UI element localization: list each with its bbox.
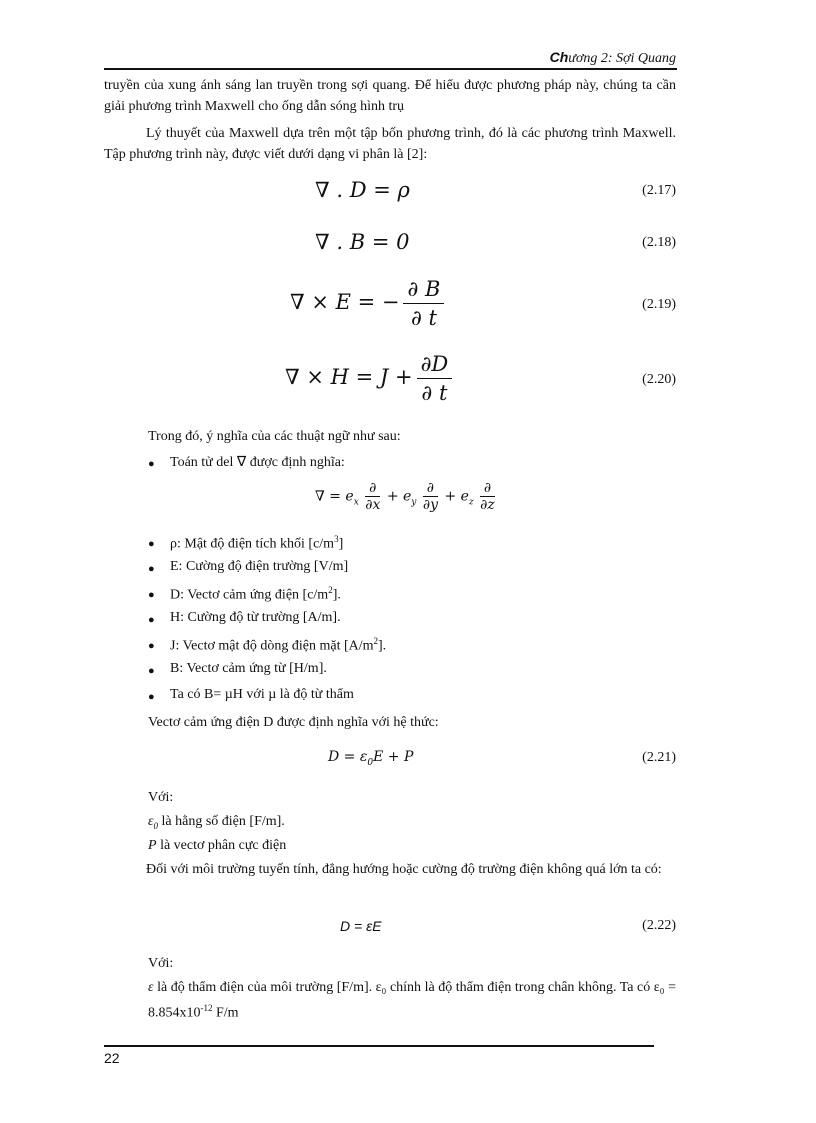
fraction-denominator: ∂ t <box>421 381 448 405</box>
voi-label-1: Với: <box>148 790 174 805</box>
bullet-dot: ● <box>148 665 155 677</box>
bullet-item-d: D: Vectơ cảm ứng điện $[c/m^2]$. <box>170 585 341 603</box>
bullet-dot: ● <box>148 691 155 703</box>
chapter-header <box>550 49 676 67</box>
equation-2-22: D = εE <box>340 918 382 934</box>
bullet-item-j: J: Vectơ mật độ dòng điện mặt $[A/m^2]$. <box>170 636 387 654</box>
bullet-dot: ● <box>148 640 155 652</box>
equation-number-2-21: (2.21) <box>642 750 676 765</box>
eps0-definition: $\varepsilon_0$ là hằng số điện [F/m]. <box>148 814 285 831</box>
fraction-denominator: ∂ t <box>410 306 437 330</box>
fraction-numerator: ∂D <box>417 352 453 379</box>
bullet-item-e: E: Cường độ điện trường [V/m] <box>170 559 349 574</box>
equation-2-18: ∇ . B = 0 <box>315 230 410 254</box>
bullet-item-h: H: Cường độ từ trường [A/m]. <box>170 610 341 625</box>
p-definition: P là vectơ phân cực điện <box>148 838 287 853</box>
equation-2-19: ∇ × E = − $\frac{\partial B}{\partial t}$ <box>290 277 448 330</box>
equation-number-2-18: (2.18) <box>642 235 676 250</box>
bullet-dot: ● <box>148 563 155 575</box>
bullet-item-rho: ρ: Mật độ điện tích khối $[c/m^3]$ <box>170 534 344 552</box>
equation-number-2-17: (2.17) <box>642 183 676 198</box>
del-operator-definition: ∇ = $e_x$ $\frac{\partial}{\partial x}$ + $e_y$ $\frac{\partial}{\partial y}$ + $e_z$ $\frac{\partial}{\partial z}$ <box>315 480 495 513</box>
equation-number-2-20: (2.20) <box>642 372 676 387</box>
bullet-dot: ● <box>148 458 155 470</box>
bullet-item-b: B: Vectơ cảm ứng từ [H/m]. <box>170 661 327 676</box>
paragraph-3: Đối với môi trường tuyến tính, đẳng hướng hoặc cường độ trường điện không quá lớn ta có: <box>146 862 662 877</box>
page-number: 22 <box>104 1050 120 1066</box>
equation-number-2-22: (2.22) <box>642 918 676 933</box>
equation-2-17: ∇ . D = ρ <box>315 178 410 202</box>
chapter-title: ương 2: Sợi Quang <box>568 51 676 66</box>
chapter-prefix: Ch <box>549 49 569 65</box>
equation-number-2-19: (2.19) <box>642 297 676 312</box>
header-rule <box>104 68 677 70</box>
paragraph-2: Lý thuyết của Maxwell dựa trên một tập bốn phương trình, đó là các phương trình Maxwell. Tập phương trình này, được viết dưới dạng vi phân là [2]: <box>104 126 676 162</box>
bullet-item-mu: Ta có B= µH với µ là độ từ thẩm <box>170 687 354 702</box>
d-definition-intro: Vectơ cảm ứng điện D được định nghĩa với hệ thức: <box>148 715 439 730</box>
bullet-item-del: Toán tử del ∇ được định nghĩa: <box>170 455 345 470</box>
equation-2-20: ∇ × H = J + $\frac{\partial D}{\partial t}$ <box>285 352 456 405</box>
bullet-dot: ● <box>148 614 155 626</box>
terms-intro: Trong đó, ý nghĩa của các thuật ngữ như sau: <box>148 429 401 444</box>
bullet-dot: ● <box>148 538 155 550</box>
eps-definition: ε là độ thẩm điện của môi trường [F/m]. ε₀ chính là độ thẩm điện trong chân không. Ta có $\varepsilon_0 = 8.854x10^{-12}$ F/m <box>148 980 676 1021</box>
voi-label-2: Với: <box>148 956 174 971</box>
fraction-numerator: ∂ B <box>403 277 444 304</box>
paragraph-1: truyền của xung ánh sáng lan truyền trong sợi quang. Để hiểu được phương pháp này, chúng ta cần giải phương trình Maxwell cho ống dẫn sóng hình trụ <box>104 78 676 114</box>
footer-rule <box>104 1045 654 1047</box>
equation-2-21: $D = \varepsilon_0E + P$ <box>328 749 414 768</box>
bullet-dot: ● <box>148 589 155 601</box>
